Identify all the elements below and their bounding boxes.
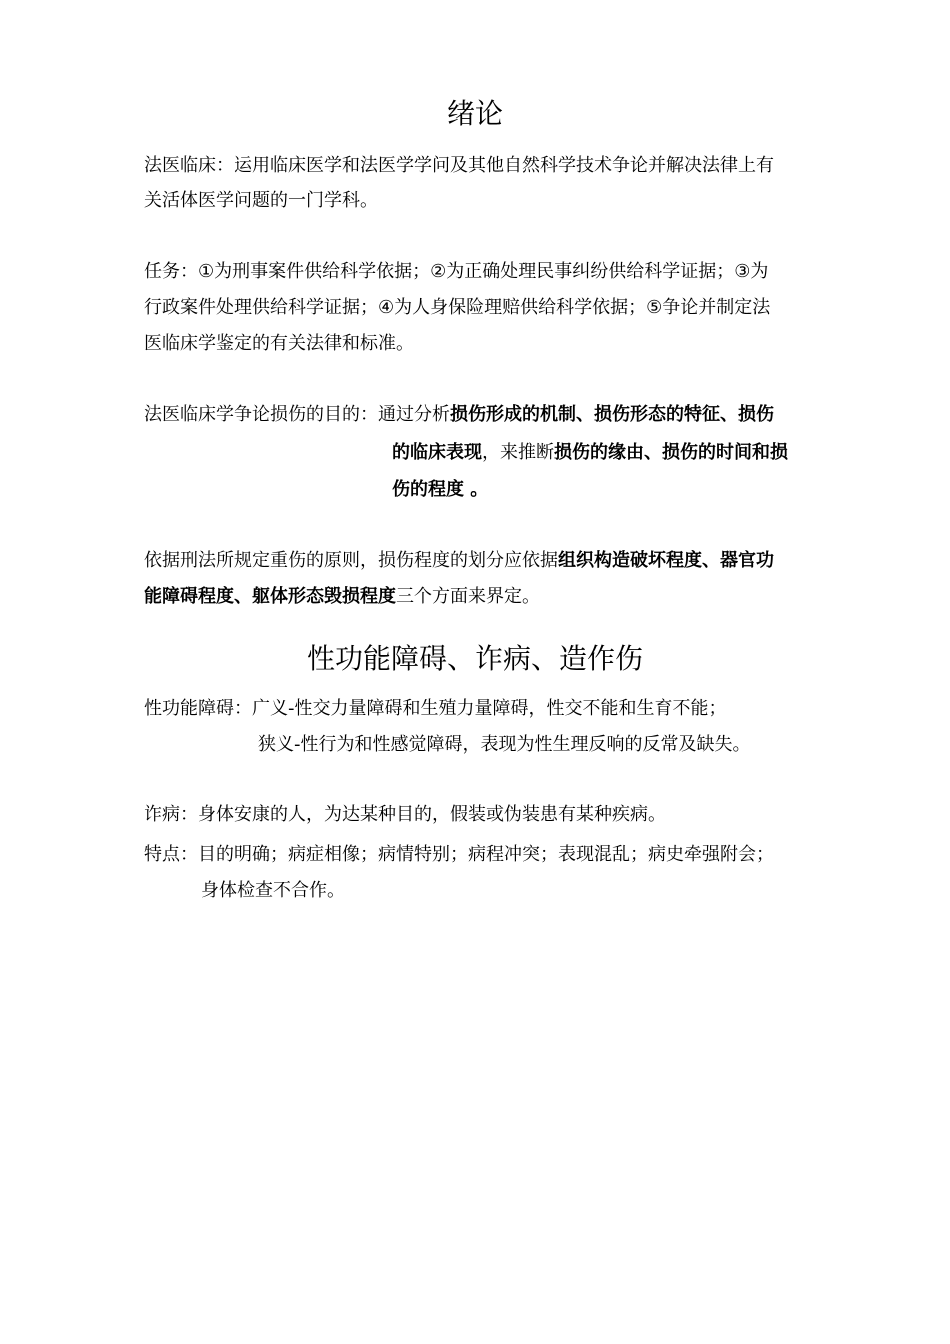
tasks-line-1: 任务：①为刑事案件供给科学依据；②为正确处理民事纠纷供给科学证据；③为 (144, 261, 769, 282)
definition-line-1: 法医临床：运用临床医学和法医学学问及其他自然科学技术争论并解决法律上有 (144, 155, 774, 176)
principle-text: 依据刑法所规定重伤的原则，损伤程度的划分应依据 (144, 550, 558, 571)
principle-line-2 (144, 584, 540, 610)
malingering-features-line-2: 身体检查不合作。 (201, 880, 345, 901)
principle-emphasis: 组织构造破坏程度、器官功 (558, 550, 774, 571)
purpose-emphasis: 损伤形成的机制、损伤形态的特征、损伤 (450, 404, 774, 425)
purpose-text: 通过分析 (378, 404, 450, 425)
heading-sexual-dysfunction: 性功能障碍、诈病、造作伤 (306, 642, 643, 675)
heading-introduction: 绪论 (446, 97, 503, 130)
purpose-line-3 (392, 477, 488, 503)
principle-text: 三个方面来界定。 (396, 586, 540, 607)
purpose-text: ，来推断 (482, 442, 554, 463)
sexual-dysfunction-line-2: 狭义-性行为和性感觉障碍，表现为性生理反响的反常及缺失。 (258, 734, 751, 755)
malingering-features-line-1: 特点：目的明确；病症相像；病情特别；病程冲突；表现混乱；病史牵强附会； (144, 844, 774, 865)
tasks-line-3: 医临床学鉴定的有关法律和标准。 (144, 333, 414, 354)
purpose-emphasis: 的临床表现 (392, 442, 482, 463)
purpose-label: 法医临床学争论损伤的目的： (144, 404, 378, 425)
purpose-line-2 (392, 440, 788, 466)
sexual-dysfunction-line-1: 性功能障碍：广义-性交力量障碍和生殖力量障碍，性交不能和生育不能； (144, 698, 727, 719)
principle-emphasis: 能障碍程度、躯体形态毁损程度 (144, 586, 396, 607)
malingering-definition: 诈病：身体安康的人，为达某种目的，假装或伪装患有某种疾病。 (144, 804, 666, 825)
purpose-line-1 (144, 402, 774, 428)
definition-line-2: 关活体医学问题的一门学科。 (144, 190, 378, 211)
purpose-emphasis: 伤的程度 。 (392, 479, 489, 500)
principle-line-1 (144, 548, 774, 574)
tasks-line-2: 行政案件处理供给科学证据；④为人身保险理赔供给科学依据；⑤争论并制定法 (144, 297, 771, 318)
purpose-emphasis: 损伤的缘由、损伤的时间和损 (554, 442, 788, 463)
